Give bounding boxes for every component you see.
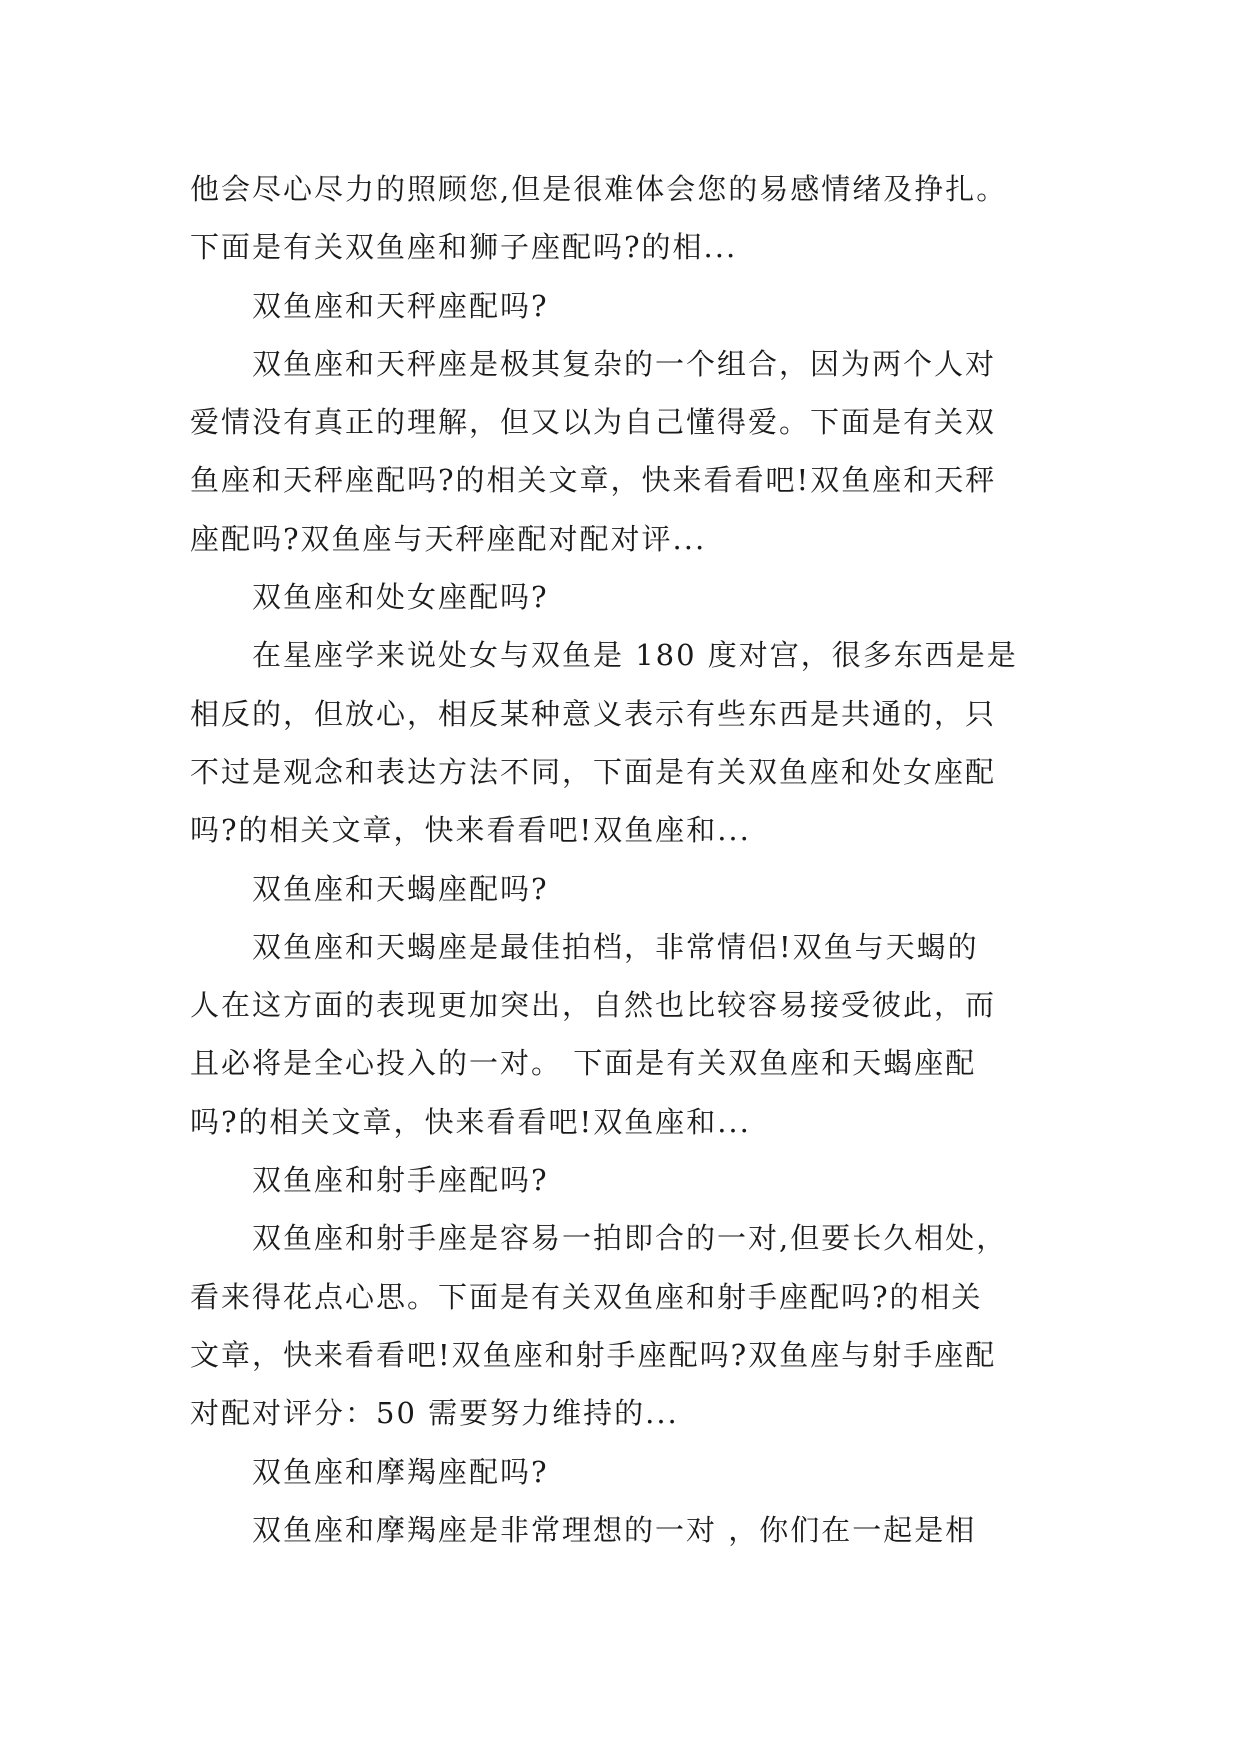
body-line: 座配吗?双鱼座与天秤座配对配对评... bbox=[190, 521, 707, 556]
paragraph-first-line: 双鱼座和摩羯座是非常理想的一对 ，你们在一起是相 bbox=[252, 1512, 977, 1547]
body-line: 吗?的相关文章，快来看看吧!双鱼座和... bbox=[190, 1104, 751, 1139]
paragraph-first-line: 双鱼座和射手座是容易一拍即合的一对,但要长久相处， bbox=[252, 1221, 1008, 1256]
body-line: 他会尽心尽力的照顾您,但是很难体会您的易感情绪及挣扎。 bbox=[190, 172, 1008, 206]
body-line: 人在这方面的表现更加突出，自然也比较容易接受彼此，而 bbox=[190, 988, 997, 1023]
paragraph-first-line: 在星座学来说处女与双鱼是 180 度对宫，很多东西是是 bbox=[252, 638, 1018, 673]
section-heading: 双鱼座和摩羯座配吗? bbox=[252, 1454, 549, 1489]
section-heading: 双鱼座和天秤座配吗? bbox=[252, 288, 549, 323]
section-heading: 双鱼座和处女座配吗? bbox=[252, 580, 549, 615]
body-line: 吗?的相关文章，快来看看吧!双鱼座和... bbox=[190, 813, 751, 848]
section-heading: 双鱼座和天蝎座配吗? bbox=[252, 871, 549, 906]
body-line: 且必将是全心投入的一对。 下面是有关双鱼座和天蝎座配 bbox=[190, 1046, 977, 1081]
body-line: 文章，快来看看吧!双鱼座和射手座配吗?双鱼座与射手座配 bbox=[190, 1337, 997, 1372]
section-heading: 双鱼座和射手座配吗? bbox=[252, 1163, 549, 1198]
body-line: 相反的，但放心，相反某种意义表示有些东西是共通的，只 bbox=[190, 696, 997, 731]
body-line: 看来得花点心思。下面是有关双鱼座和射手座配吗?的相关 bbox=[190, 1279, 983, 1314]
body-line: 不过是观念和表达方法不同，下面是有关双鱼座和处女座配 bbox=[190, 754, 997, 789]
body-line: 鱼座和天秤座配吗?的相关文章，快来看看吧!双鱼座和天秤 bbox=[190, 463, 997, 498]
paragraph-first-line: 双鱼座和天蝎座是最佳拍档，非常情侣!双鱼与天蝎的 bbox=[252, 929, 979, 964]
paragraph-first-line: 双鱼座和天秤座是极其复杂的一个组合，因为两个人对 bbox=[252, 346, 997, 381]
body-line: 对配对评分：50 需要努力维持的... bbox=[190, 1396, 679, 1431]
document-body bbox=[190, 160, 1090, 1559]
body-line: 下面是有关双鱼座和狮子座配吗?的相... bbox=[190, 230, 738, 265]
body-line: 爱情没有真正的理解，但又以为自己懂得爱。下面是有关双 bbox=[190, 405, 997, 440]
